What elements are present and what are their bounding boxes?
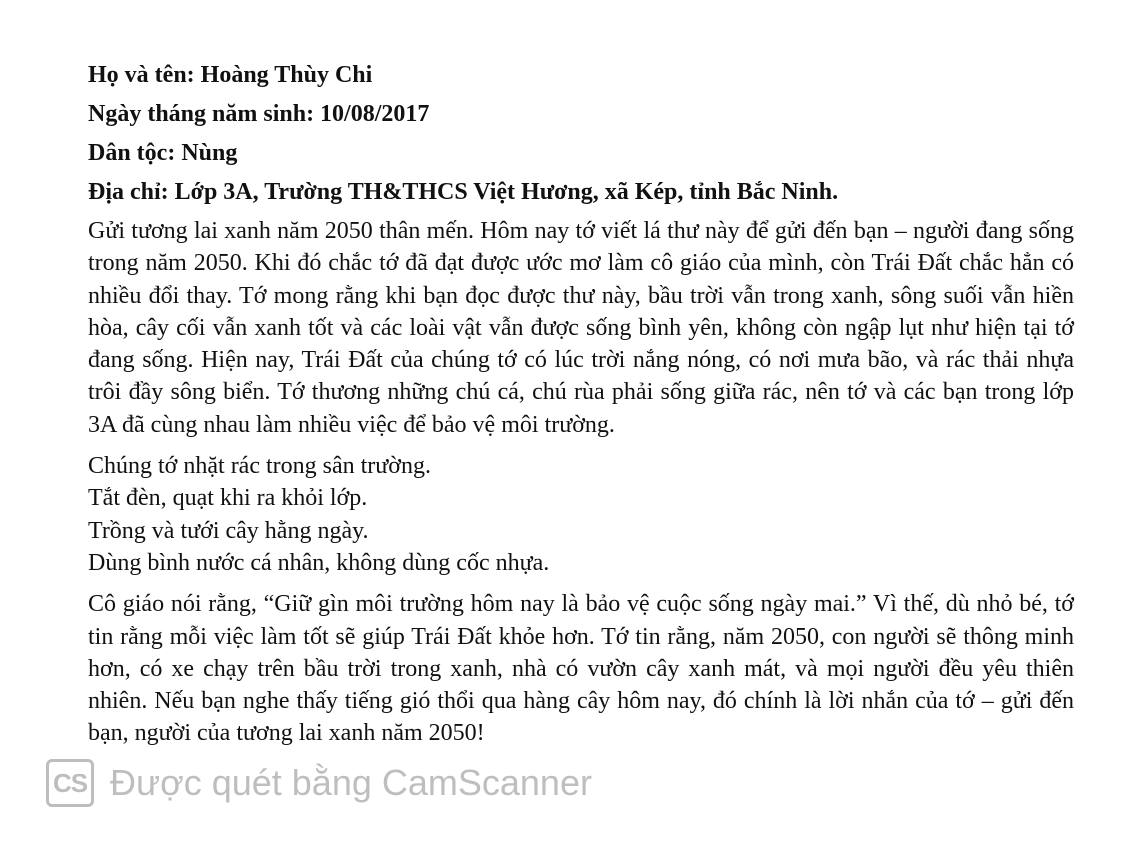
letter-paragraph-intro: Gửi tương lai xanh năm 2050 thân mến. Hôm nay tớ viết lá thư này để gửi đến bạn – người đang sống trong năm 2050. Khi đó chắc tớ đã đạt được ước mơ làm cô giáo của mình, còn Trái Đất chắc hẳn có nhiều đổi thay. Tớ mong rằng khi bạn đọc được thư này, bầu trời vẫn trong xanh, sông suối vẫn hiền hòa, cây cối vẫn xanh tốt và các loài vật vẫn được sống bình yên, không còn ngập lụt như hiện tại tớ đang sống. Hiện nay, Trái Đất của chúng tớ có lúc trời nắng nóng, có nơi mưa bão, và rác thải nhựa trôi đầy sông biển. Tớ thương những chú cá, chú rùa phải sống giữa rác, nên tớ và các bạn trong lớp 3A đã cùng nhau làm nhiều việc để bảo vệ môi trường.: [88, 218, 1074, 438]
watermark-text: Được quét bằng CamScanner: [110, 762, 592, 803]
camscanner-watermark: [46, 757, 592, 809]
action-item: Trồng và tưới cây hằng ngày.: [88, 517, 369, 544]
action-item: Chúng tớ nhặt rác trong sân trường.: [88, 453, 431, 480]
birth-date: Ngày tháng năm sinh: 10/08/2017: [88, 101, 430, 127]
action-list: [88, 450, 1074, 579]
letter-paragraph-closing: Cô giáo nói rằng, “Giữ gìn môi trường hôm nay là bảo vệ cuộc sống ngày mai.” Vì thế, dù nhỏ bé, tớ tin rằng mỗi việc làm tốt sẽ giúp Trái Đất khỏe hơn. Tớ tin rằng, năm 2050, con người sẽ thông minh hơn, có xe chạy trên bầu trời trong xanh, nhà có vườn cây xanh mát, và mọi người đều yêu thiên nhiên. Nếu bạn nghe thấy tiếng gió thổi qua hàng cây hôm nay, đó chính là lời nhắn của tớ – gửi đến bạn, người của tương lai xanh năm 2050!: [88, 591, 1074, 747]
address: Địa chỉ: Lớp 3A, Trường TH&THCS Việt Hương, xã Kép, tỉnh Bắc Ninh.: [88, 179, 839, 205]
student-name: Họ và tên: Hoàng Thùy Chi: [88, 62, 373, 88]
action-item: Tắt đèn, quạt khi ra khỏi lớp.: [88, 485, 368, 512]
ethnicity: Dân tộc: Nùng: [88, 140, 238, 166]
action-item: Dùng bình nước cá nhân, không dùng cốc nhựa.: [88, 549, 550, 576]
letter-document: [88, 56, 1074, 750]
camscanner-logo-icon: CS: [46, 759, 94, 807]
